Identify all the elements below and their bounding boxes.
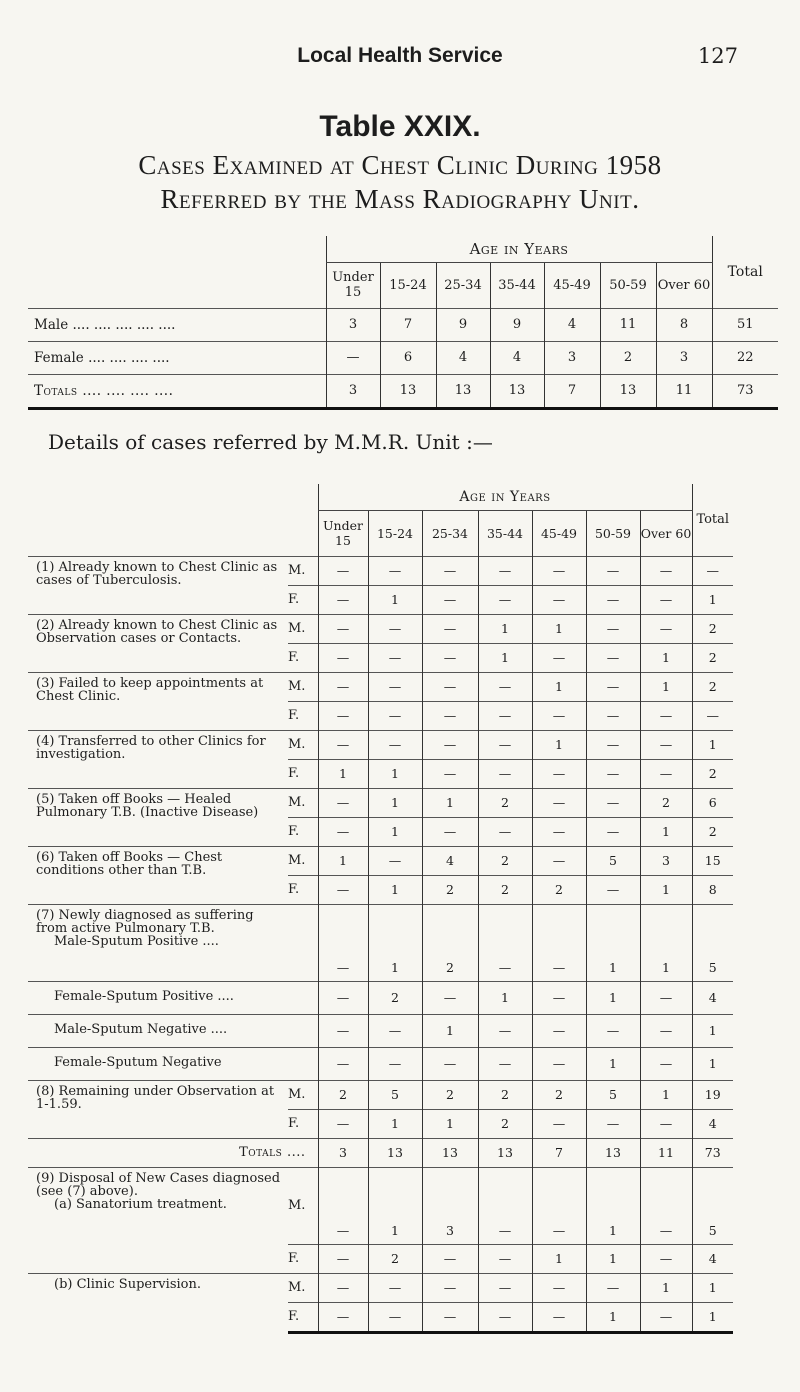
table-cell: —: [318, 1244, 368, 1273]
table-cell: 7: [380, 308, 436, 341]
table-cell: 2: [532, 875, 586, 904]
column-header: 50-59: [600, 262, 656, 308]
table-cell: —: [640, 1244, 692, 1273]
table-cell: 1: [368, 904, 422, 981]
column-header: 15-24: [368, 510, 422, 556]
table-cell: —: [532, 1014, 586, 1047]
table-cell: —: [318, 730, 368, 759]
details-intro: Details of cases referred by M.M.R. Unit :—: [48, 430, 493, 454]
table-cell: 9: [490, 308, 544, 341]
row-label: Totals .... .... .... ....: [28, 374, 326, 408]
table-cell: —: [422, 556, 478, 585]
row-label: Totals ....: [28, 1138, 318, 1167]
table-cell: —: [478, 672, 532, 701]
table-cell: —: [368, 643, 422, 672]
row-description: (6) Taken off Books — Chest conditions other than T.B.: [28, 846, 288, 904]
column-header: 25-34: [422, 510, 478, 556]
table-cell: —: [318, 701, 368, 730]
table-cell: —: [368, 1273, 422, 1302]
table-cell: —: [532, 1109, 586, 1138]
table-cell: 1: [368, 788, 422, 817]
table-cell: 22: [712, 341, 778, 374]
table-row-totals: [28, 374, 778, 408]
table-cell: —: [422, 817, 478, 846]
sex-label: F.: [288, 875, 318, 904]
row-label: Female .... .... .... ....: [28, 341, 326, 374]
table-cell: —: [422, 614, 478, 643]
table-cell: —: [532, 904, 586, 981]
table-cell: —: [318, 1047, 368, 1080]
table-row: [28, 614, 733, 643]
sex-label: F.: [288, 1109, 318, 1138]
table-cell: —: [586, 672, 640, 701]
column-header: Under 15: [318, 510, 368, 556]
table-cell: —: [640, 614, 692, 643]
table-cell: 4: [544, 308, 600, 341]
table-cell: 5: [368, 1080, 422, 1109]
table-cell: 73: [712, 374, 778, 408]
table-cell: 2: [368, 981, 422, 1014]
table-row: [28, 556, 733, 585]
row-description: (1) Already known to Chest Clinic as cases of Tuberculosis.: [28, 556, 288, 614]
table-cell: 1: [586, 1047, 640, 1080]
sex-label: F.: [288, 585, 318, 614]
table-cell: —: [640, 730, 692, 759]
table-cell: —: [318, 585, 368, 614]
table-cell: —: [586, 1273, 640, 1302]
table-cell: —: [478, 701, 532, 730]
table-cell: 1: [692, 585, 733, 614]
table-cell: —: [586, 701, 640, 730]
table-row: [28, 981, 733, 1014]
table-cell: —: [422, 981, 478, 1014]
table-cell: —: [318, 1109, 368, 1138]
table-cell: —: [318, 614, 368, 643]
table-cell: 2: [422, 875, 478, 904]
table-cell: 51: [712, 308, 778, 341]
table-cell: —: [478, 1047, 532, 1080]
table-cell: 13: [490, 374, 544, 408]
table-cell: 5: [586, 846, 640, 875]
table-cell: —: [478, 1167, 532, 1244]
table-cell: 1: [532, 1244, 586, 1273]
sex-label: F.: [288, 701, 318, 730]
table-cell: —: [586, 875, 640, 904]
table-cell: 2: [692, 672, 733, 701]
table-cell: 7: [532, 1138, 586, 1167]
table-cell: 3: [656, 341, 712, 374]
row-description: (3) Failed to keep appointments at Chest Clinic.: [28, 672, 288, 730]
table-cell: 13: [586, 1138, 640, 1167]
sex-label: F.: [288, 759, 318, 788]
table-cell: —: [478, 1014, 532, 1047]
table-cell: 1: [532, 614, 586, 643]
table-cell: 1: [692, 1302, 733, 1332]
sex-label: F.: [288, 1244, 318, 1273]
row-sublabel: Female-Sputum Positive ....: [54, 988, 234, 1004]
column-header-total: Total: [692, 484, 733, 556]
table-cell: 2: [478, 1080, 532, 1109]
table-cell: 4: [422, 846, 478, 875]
table-cell: 1: [478, 643, 532, 672]
row-description: (7) Newly diagnosed as suffering from active Pulmonary T.B.: [36, 907, 254, 936]
column-header: Under 15: [326, 262, 380, 308]
table-cell: 1: [532, 730, 586, 759]
table-cell: —: [368, 846, 422, 875]
table-cell: —: [478, 730, 532, 759]
table-cell: —: [532, 701, 586, 730]
table-cell: 8: [692, 875, 733, 904]
row-label-cell: [28, 1014, 318, 1047]
table-cell: 1: [692, 730, 733, 759]
table-cell: —: [478, 817, 532, 846]
row-label: Male .... .... .... .... ....: [28, 308, 326, 341]
table-cell: 13: [422, 1138, 478, 1167]
table-cell: —: [478, 556, 532, 585]
row-description: (8) Remaining under Observation at 1-1.59.: [28, 1080, 288, 1138]
table-cell: 1: [368, 759, 422, 788]
table-cell: 2: [422, 1080, 478, 1109]
table-cell: —: [532, 1047, 586, 1080]
table-cell: 2: [478, 788, 532, 817]
summary-table: [28, 236, 778, 410]
table-cell: —: [532, 1302, 586, 1332]
table-cell: 2: [478, 846, 532, 875]
table-cell: —: [422, 643, 478, 672]
table-cell: 1: [586, 981, 640, 1014]
table-cell: 9: [436, 308, 490, 341]
table-cell: 4: [692, 981, 733, 1014]
table-cell: 1: [368, 817, 422, 846]
table-cell: —: [422, 1244, 478, 1273]
table-cell: 4: [692, 1244, 733, 1273]
table-cell: 1: [478, 614, 532, 643]
table-cell: 2: [692, 817, 733, 846]
table-cell: 2: [640, 788, 692, 817]
row-label-cell: [28, 981, 318, 1014]
table-row: [28, 341, 778, 374]
table-cell: 1: [586, 1167, 640, 1244]
table-cell: 19: [692, 1080, 733, 1109]
table-cell: —: [422, 585, 478, 614]
table-cell: 1: [692, 1047, 733, 1080]
table-cell: —: [586, 1014, 640, 1047]
column-header: Over 60: [640, 510, 692, 556]
table-cell: 1: [640, 643, 692, 672]
table-cell: 1: [368, 1109, 422, 1138]
table-cell: 11: [640, 1138, 692, 1167]
table-cell: 2: [692, 759, 733, 788]
table-cell: 2: [600, 341, 656, 374]
table-cell: —: [586, 643, 640, 672]
table-label: Table XXIX.: [319, 110, 481, 143]
table-cell: 2: [478, 1109, 532, 1138]
table-cell: —: [640, 1014, 692, 1047]
table-cell: —: [318, 981, 368, 1014]
table-cell: —: [478, 1244, 532, 1273]
table-cell: —: [692, 701, 733, 730]
sex-label: M.: [288, 614, 318, 643]
table-cell: —: [586, 556, 640, 585]
table-cell: 1: [640, 1080, 692, 1109]
table-cell: —: [478, 1302, 532, 1332]
table-cell: —: [478, 585, 532, 614]
table-cell: —: [640, 1109, 692, 1138]
table-cell: 1: [640, 875, 692, 904]
table-cell: 1: [586, 904, 640, 981]
table-cell: —: [318, 643, 368, 672]
table-cell: 13: [436, 374, 490, 408]
table-row: [28, 672, 733, 701]
column-header: 15-24: [380, 262, 436, 308]
table-cell: —: [692, 556, 733, 585]
details-table: [28, 484, 733, 1334]
row-description: (5) Taken off Books — Healed Pulmonary T.B. (Inactive Disease): [28, 788, 288, 846]
table-cell: —: [532, 585, 586, 614]
table-cell: 1: [478, 981, 532, 1014]
table-cell: 13: [368, 1138, 422, 1167]
table-row: [28, 788, 733, 817]
table-cell: —: [532, 643, 586, 672]
table-cell: —: [318, 672, 368, 701]
table-cell: —: [422, 701, 478, 730]
row-sublabel: Male-Sputum Negative ....: [54, 1021, 228, 1037]
table-cell: —: [640, 701, 692, 730]
table-cell: 3: [422, 1167, 478, 1244]
table-cell: —: [586, 614, 640, 643]
sex-label: F.: [288, 1302, 318, 1332]
table-cell: —: [640, 556, 692, 585]
table-cell: —: [318, 556, 368, 585]
table-cell: 1: [640, 672, 692, 701]
row-description-cell: [28, 1167, 288, 1273]
sex-label: M.: [288, 672, 318, 701]
table-row: [28, 846, 733, 875]
page-number: 127: [697, 44, 738, 68]
table-cell: 1: [586, 1244, 640, 1273]
column-header: 35-44: [490, 262, 544, 308]
table-cell: 1: [422, 1109, 478, 1138]
table-row: [28, 1273, 733, 1302]
table-cell: 1: [532, 672, 586, 701]
table-cell: —: [422, 1302, 478, 1332]
table-cell: —: [532, 759, 586, 788]
table-heading-line-2: Referred by the Mass Radiography Unit.: [160, 184, 640, 214]
row-label-cell: [28, 904, 318, 981]
column-header: 45-49: [532, 510, 586, 556]
table-cell: 5: [692, 904, 733, 981]
table-cell: 1: [640, 904, 692, 981]
table-cell: —: [532, 556, 586, 585]
table-cell: 1: [368, 1167, 422, 1244]
table-cell: —: [478, 1273, 532, 1302]
table-row: [28, 730, 733, 759]
table-cell: 13: [380, 374, 436, 408]
table-cell: —: [368, 556, 422, 585]
table-cell: 1: [318, 759, 368, 788]
table-cell: 11: [656, 374, 712, 408]
table-cell: —: [532, 817, 586, 846]
table-cell: —: [422, 672, 478, 701]
table-cell: 2: [368, 1244, 422, 1273]
table-cell: —: [478, 759, 532, 788]
table-cell: —: [532, 1167, 586, 1244]
table-cell: 4: [436, 341, 490, 374]
table-cell: —: [532, 981, 586, 1014]
table-cell: 2: [532, 1080, 586, 1109]
table-cell: —: [586, 817, 640, 846]
table-cell: 6: [692, 788, 733, 817]
table-cell: 1: [318, 846, 368, 875]
table-row: [28, 1014, 733, 1047]
table-cell: 15: [692, 846, 733, 875]
table-cell: 1: [640, 817, 692, 846]
table-cell: —: [368, 672, 422, 701]
table-cell: —: [532, 788, 586, 817]
table-cell: —: [368, 1047, 422, 1080]
table-cell: —: [586, 788, 640, 817]
table-cell: —: [586, 585, 640, 614]
table-cell: 8: [656, 308, 712, 341]
table-cell: —: [640, 1047, 692, 1080]
table-cell: —: [422, 730, 478, 759]
sex-label: F.: [288, 643, 318, 672]
table-cell: 3: [544, 341, 600, 374]
sex-label: M.: [288, 1167, 318, 1244]
table-cell: —: [640, 1302, 692, 1332]
table-cell: 3: [318, 1138, 368, 1167]
table-cell: 4: [490, 341, 544, 374]
table-cell: —: [532, 846, 586, 875]
sex-label: M.: [288, 846, 318, 875]
table-cell: 1: [368, 585, 422, 614]
table-cell: —: [368, 730, 422, 759]
table-cell: 2: [692, 643, 733, 672]
row-sublabel: Female-Sputum Negative: [54, 1054, 222, 1070]
table-cell: —: [326, 341, 380, 374]
row-description: (9) Disposal of New Cases diagnosed (see (7) above).: [36, 1170, 281, 1199]
column-header: 50-59: [586, 510, 640, 556]
table-cell: —: [586, 730, 640, 759]
table-cell: —: [318, 1302, 368, 1332]
table-cell: —: [640, 759, 692, 788]
table-cell: 11: [600, 308, 656, 341]
column-header: 35-44: [478, 510, 532, 556]
table-cell: —: [318, 817, 368, 846]
table-cell: —: [318, 1167, 368, 1244]
running-title: Local Health Service: [297, 44, 503, 67]
table-cell: 2: [318, 1080, 368, 1109]
table-row: [28, 308, 778, 341]
table-cell: —: [640, 1167, 692, 1244]
table-cell: 4: [692, 1109, 733, 1138]
sex-label: F.: [288, 817, 318, 846]
table-cell: —: [318, 904, 368, 981]
table-cell: 7: [544, 374, 600, 408]
table-cell: —: [368, 701, 422, 730]
table-cell: —: [368, 1302, 422, 1332]
table-row: [28, 904, 733, 981]
column-header: 25-34: [436, 262, 490, 308]
table-cell: 2: [692, 614, 733, 643]
table-cell: —: [368, 1014, 422, 1047]
table-row: [28, 1047, 733, 1080]
row-sublabel: Male-Sputum Positive ....: [54, 933, 219, 949]
sex-label: M.: [288, 1080, 318, 1109]
table-cell: 13: [600, 374, 656, 408]
table-cell: —: [422, 1047, 478, 1080]
row-sublabel: (b) Clinic Supervision.: [28, 1273, 288, 1332]
row-label-cell: [28, 1047, 318, 1080]
table-cell: —: [318, 1273, 368, 1302]
column-header: Over 60: [656, 262, 712, 308]
table-cell: —: [318, 788, 368, 817]
table-cell: —: [318, 875, 368, 904]
sex-label: M.: [288, 556, 318, 585]
row-sublabel: (a) Sanatorium treatment.: [54, 1196, 227, 1212]
table-row: [28, 1080, 733, 1109]
table-cell: 5: [586, 1080, 640, 1109]
table-cell: 13: [478, 1138, 532, 1167]
table-row-totals: [28, 1138, 733, 1167]
table-cell: 1: [692, 1273, 733, 1302]
table-cell: —: [318, 1014, 368, 1047]
table-cell: —: [478, 904, 532, 981]
table-cell: 3: [326, 374, 380, 408]
table-cell: 1: [692, 1014, 733, 1047]
table-cell: 1: [368, 875, 422, 904]
column-header: 45-49: [544, 262, 600, 308]
table-cell: 2: [478, 875, 532, 904]
table-cell: 1: [422, 1014, 478, 1047]
table-cell: —: [532, 1273, 586, 1302]
table-cell: —: [422, 759, 478, 788]
table-cell: —: [422, 1273, 478, 1302]
row-description: (2) Already known to Chest Clinic as Observation cases or Contacts.: [28, 614, 288, 672]
table-cell: 1: [640, 1273, 692, 1302]
column-header-total: Total: [712, 236, 778, 308]
age-group-header: Age in Years: [318, 484, 692, 510]
table-cell: —: [640, 585, 692, 614]
row-description: (4) Transferred to other Clinics for investigation.: [28, 730, 288, 788]
table-cell: 2: [422, 904, 478, 981]
sex-label: M.: [288, 730, 318, 759]
table-cell: —: [586, 759, 640, 788]
table-cell: 5: [692, 1167, 733, 1244]
sex-label: M.: [288, 1273, 318, 1302]
table-cell: 1: [586, 1302, 640, 1332]
table-heading-line-1: Cases Examined at Chest Clinic During 1958: [138, 150, 662, 180]
table-cell: 73: [692, 1138, 733, 1167]
sex-label: M.: [288, 788, 318, 817]
table-cell: —: [640, 981, 692, 1014]
table-cell: —: [368, 614, 422, 643]
age-group-header: Age in Years: [326, 236, 712, 262]
table-cell: 3: [640, 846, 692, 875]
table-cell: 6: [380, 341, 436, 374]
table-cell: 1: [422, 788, 478, 817]
table-cell: 3: [326, 308, 380, 341]
table-row: [28, 1167, 733, 1244]
table-cell: —: [586, 1109, 640, 1138]
